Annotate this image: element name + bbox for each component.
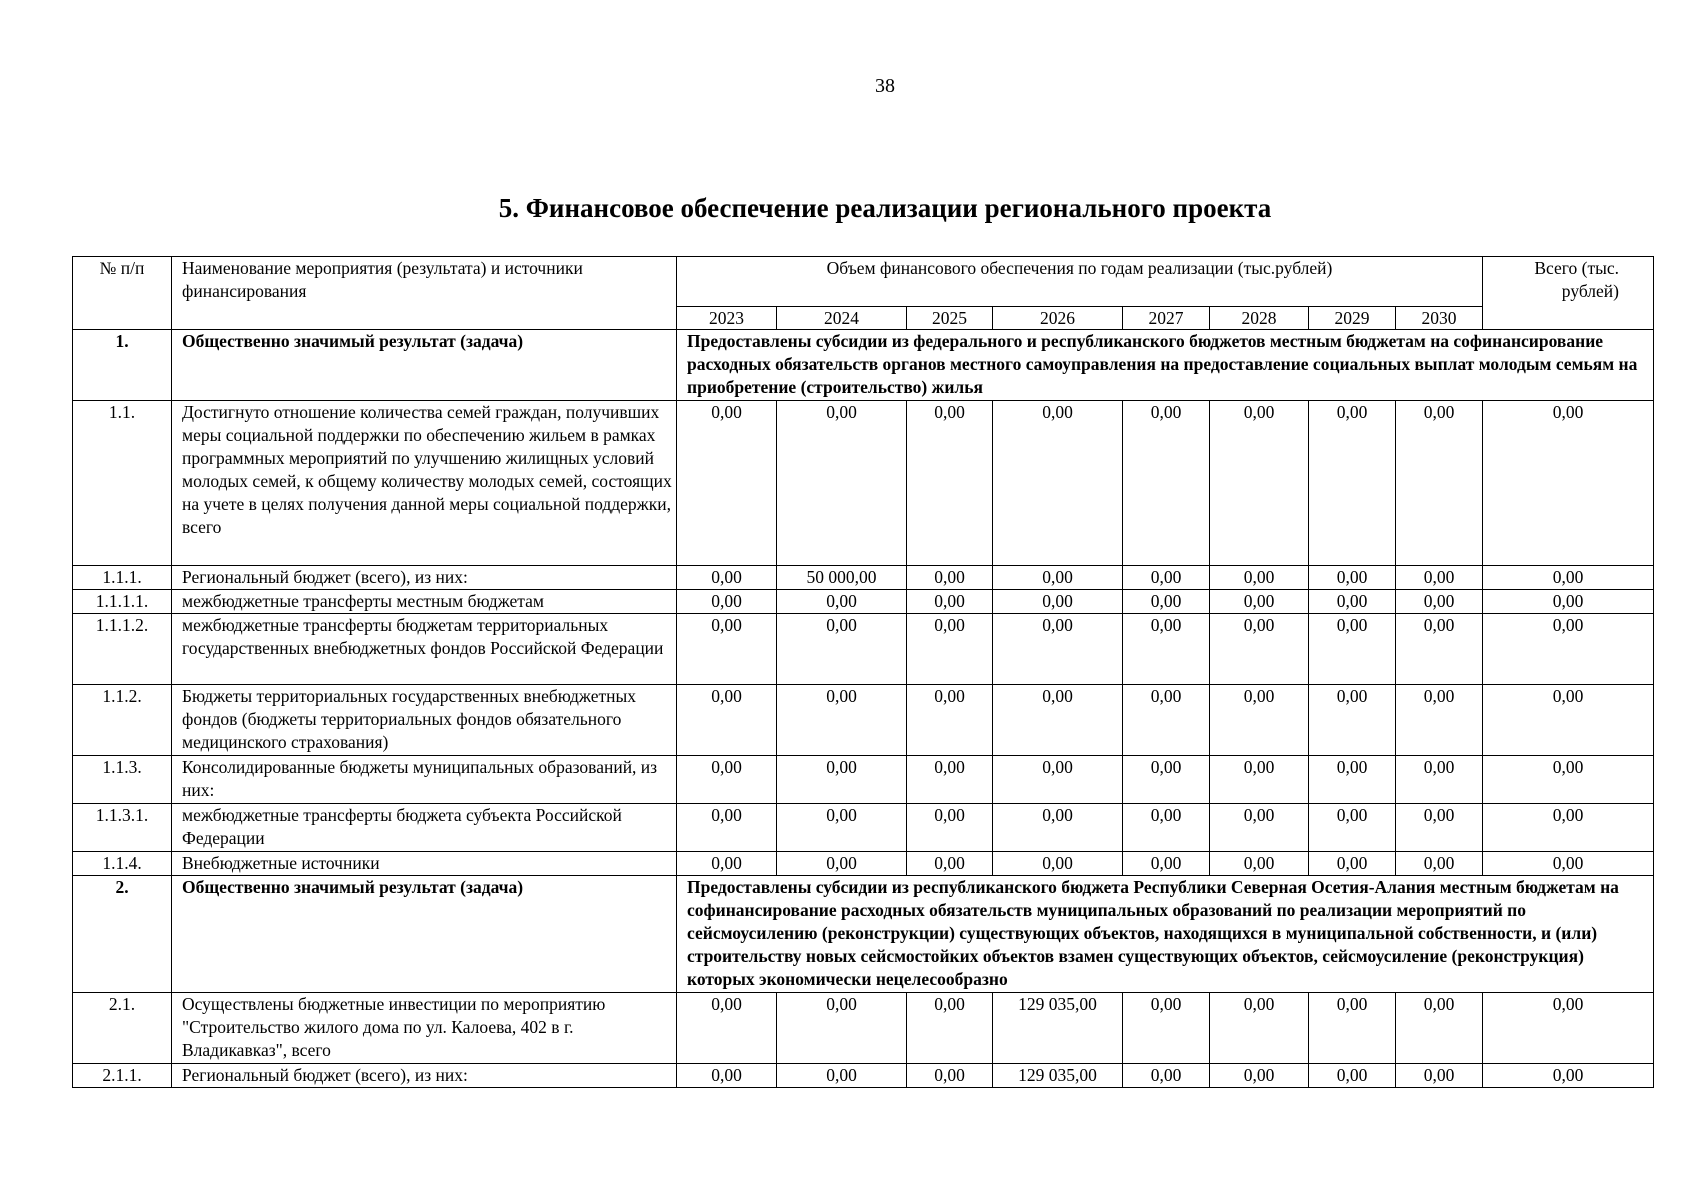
- value-cell: 0,00: [677, 685, 777, 756]
- value-cell: 0,00: [1123, 614, 1210, 685]
- table-row: [73, 852, 1654, 876]
- value-cell: 0,00: [677, 401, 777, 566]
- table-row: [73, 401, 1654, 566]
- value-cell: 0,00: [1210, 756, 1309, 804]
- value-cell: 0,00: [1396, 590, 1483, 614]
- row-name: межбюджетные трансферты бюджета субъекта Российской Федерации: [172, 804, 677, 852]
- value-cell: 0,00: [1309, 993, 1396, 1064]
- value-cell: 0,00: [907, 590, 993, 614]
- row-num: 1.1.3.1.: [73, 804, 172, 852]
- value-cell: 0,00: [1396, 993, 1483, 1064]
- value-cell: 0,00: [907, 993, 993, 1064]
- value-cell: 0,00: [993, 685, 1123, 756]
- header-volume: Объем финансового обеспечения по годам реализации (тыс.рублей): [677, 257, 1483, 307]
- value-cell: 0,00: [1123, 566, 1210, 590]
- value-cell: 0,00: [993, 401, 1123, 566]
- year-2028: 2028: [1210, 307, 1309, 330]
- value-cell: 0,00: [1309, 685, 1396, 756]
- row-num: 1.1.: [73, 401, 172, 566]
- value-cell: 0,00: [1396, 401, 1483, 566]
- value-cell: 0,00: [907, 685, 993, 756]
- value-cell: 0,00: [677, 1064, 777, 1088]
- section-goal: Предоставлены субсидии из республиканского бюджета Республики Северная Осетия-Алания местным бюджетам на софинансирование расходных обязательств муниципальных образований по реализации мероприятий по сейсмоусилению (реконструкции) существующих объектов, находящихся в муниципальной собственности, и (или) строительству новых сейсмостойких объектов взамен существующих объектов, сейсмоусиление (реконструкция) которых экономически нецелесообразно: [677, 876, 1654, 993]
- row-num: 2.1.: [73, 993, 172, 1064]
- section-label: Общественно значимый результат (задача): [172, 876, 677, 993]
- value-cell: 0,00: [1309, 401, 1396, 566]
- value-cell: 0,00: [1210, 1064, 1309, 1088]
- table-row: [73, 993, 1654, 1064]
- header-row: [73, 257, 1654, 307]
- page-number: 38: [875, 75, 895, 97]
- total-cell: 0,00: [1483, 401, 1654, 566]
- year-2026: 2026: [993, 307, 1123, 330]
- row-num: 1.1.1.1.: [73, 590, 172, 614]
- value-cell: 0,00: [1309, 566, 1396, 590]
- section-label: Общественно значимый результат (задача): [172, 330, 677, 401]
- document-title: 5. Финансовое обеспечение реализации регионального проекта: [498, 193, 1272, 223]
- row-num: 1.1.2.: [73, 685, 172, 756]
- value-cell: 0,00: [1396, 852, 1483, 876]
- value-cell: 0,00: [777, 685, 907, 756]
- value-cell: 0,00: [1309, 852, 1396, 876]
- value-cell: 0,00: [1309, 756, 1396, 804]
- value-cell: 0,00: [1123, 1064, 1210, 1088]
- value-cell: 0,00: [677, 852, 777, 876]
- year-2027: 2027: [1123, 307, 1210, 330]
- value-cell: 0,00: [677, 614, 777, 685]
- section-num: 2.: [73, 876, 172, 993]
- value-cell: 0,00: [1123, 993, 1210, 1064]
- value-cell: 0,00: [1123, 852, 1210, 876]
- value-cell: 0,00: [1210, 852, 1309, 876]
- value-cell: 129 035,00: [993, 1064, 1123, 1088]
- total-cell: 0,00: [1483, 852, 1654, 876]
- value-cell: 0,00: [1210, 993, 1309, 1064]
- row-name: Достигнуто отношение количества семей граждан, получивших меры социальной поддержки по обеспечению жильем в рамках программных мероприятий по улучшению жилищных условий молодых семей, к общему количеству молодых семей, состоящих на учете в целях получения данной меры социальной поддержки, всего: [172, 401, 677, 566]
- total-cell: 0,00: [1483, 614, 1654, 685]
- header-total: Всего (тыс. рублей): [1483, 257, 1654, 330]
- value-cell: 0,00: [777, 993, 907, 1064]
- row-num: 1.1.1.: [73, 566, 172, 590]
- year-2023: 2023: [677, 307, 777, 330]
- value-cell: 0,00: [677, 590, 777, 614]
- value-cell: 50 000,00: [777, 566, 907, 590]
- total-cell: 0,00: [1483, 685, 1654, 756]
- value-cell: 0,00: [1309, 1064, 1396, 1088]
- value-cell: 0,00: [993, 756, 1123, 804]
- table-row: [73, 756, 1654, 804]
- value-cell: 0,00: [1396, 614, 1483, 685]
- value-cell: 0,00: [677, 804, 777, 852]
- value-cell: 0,00: [777, 614, 907, 685]
- value-cell: 0,00: [1210, 804, 1309, 852]
- value-cell: 0,00: [907, 756, 993, 804]
- row-name: Внебюджетные источники: [172, 852, 677, 876]
- value-cell: 0,00: [1123, 590, 1210, 614]
- header-name: Наименование мероприятия (результата) и источники финансирования: [172, 257, 677, 330]
- value-cell: 0,00: [1396, 804, 1483, 852]
- total-cell: 0,00: [1483, 804, 1654, 852]
- row-name: Консолидированные бюджеты муниципальных образований, из них:: [172, 756, 677, 804]
- row-name: Региональный бюджет (всего), из них:: [172, 566, 677, 590]
- section-goal: Предоставлены субсидии из федерального и республиканского бюджетов местным бюджетам на софинансирование расходных обязательств органов местного самоуправления на предоставление социальных выплат молодым семьям на приобретение (строительство) жилья: [677, 330, 1654, 401]
- value-cell: 0,00: [993, 590, 1123, 614]
- row-name: межбюджетные трансферты местным бюджетам: [172, 590, 677, 614]
- row-num: 1.1.4.: [73, 852, 172, 876]
- value-cell: 0,00: [777, 401, 907, 566]
- table-row: [73, 804, 1654, 852]
- section-row: [73, 876, 1654, 993]
- value-cell: 0,00: [1396, 1064, 1483, 1088]
- value-cell: 0,00: [1210, 401, 1309, 566]
- total-cell: 0,00: [1483, 756, 1654, 804]
- value-cell: 0,00: [1396, 566, 1483, 590]
- table-row: [73, 590, 1654, 614]
- row-name: Осуществлены бюджетные инвестиции по мероприятию "Строительство жилого дома по ул. Калоева, 402 в г. Владикавказ", всего: [172, 993, 677, 1064]
- value-cell: 0,00: [1309, 804, 1396, 852]
- value-cell: 0,00: [1123, 401, 1210, 566]
- value-cell: 0,00: [1396, 756, 1483, 804]
- total-cell: 0,00: [1483, 993, 1654, 1064]
- row-num: 2.1.1.: [73, 1064, 172, 1088]
- row-name: Региональный бюджет (всего), из них:: [172, 1064, 677, 1088]
- table-row: [73, 614, 1654, 685]
- value-cell: 0,00: [1123, 756, 1210, 804]
- value-cell: 0,00: [677, 756, 777, 804]
- table-row: [73, 685, 1654, 756]
- value-cell: 0,00: [1210, 614, 1309, 685]
- value-cell: 129 035,00: [993, 993, 1123, 1064]
- value-cell: 0,00: [1309, 590, 1396, 614]
- row-num: 1.1.3.: [73, 756, 172, 804]
- value-cell: 0,00: [677, 566, 777, 590]
- year-2030: 2030: [1396, 307, 1483, 330]
- value-cell: 0,00: [993, 852, 1123, 876]
- value-cell: 0,00: [1123, 804, 1210, 852]
- value-cell: 0,00: [777, 804, 907, 852]
- year-2029: 2029: [1309, 307, 1396, 330]
- row-num: 1.1.1.2.: [73, 614, 172, 685]
- value-cell: 0,00: [993, 566, 1123, 590]
- value-cell: 0,00: [1210, 590, 1309, 614]
- financing-table: [72, 256, 1654, 1088]
- table-row: [73, 566, 1654, 590]
- value-cell: 0,00: [777, 756, 907, 804]
- row-name: межбюджетные трансферты бюджетам территориальных государственных внебюджетных фондов Российской Федерации: [172, 614, 677, 685]
- value-cell: 0,00: [1396, 685, 1483, 756]
- value-cell: 0,00: [1309, 614, 1396, 685]
- section-num: 1.: [73, 330, 172, 401]
- total-cell: 0,00: [1483, 1064, 1654, 1088]
- value-cell: 0,00: [1210, 566, 1309, 590]
- value-cell: 0,00: [1123, 685, 1210, 756]
- value-cell: 0,00: [777, 852, 907, 876]
- value-cell: 0,00: [907, 804, 993, 852]
- year-2025: 2025: [907, 307, 993, 330]
- header-num: № п/п: [73, 257, 172, 330]
- value-cell: 0,00: [777, 590, 907, 614]
- value-cell: 0,00: [907, 852, 993, 876]
- value-cell: 0,00: [907, 1064, 993, 1088]
- total-cell: 0,00: [1483, 566, 1654, 590]
- table-row: [73, 1064, 1654, 1088]
- year-2024: 2024: [777, 307, 907, 330]
- row-name: Бюджеты территориальных государственных внебюджетных фондов (бюджеты территориальных фондов обязательного медицинского страхования): [172, 685, 677, 756]
- value-cell: 0,00: [993, 614, 1123, 685]
- value-cell: 0,00: [993, 804, 1123, 852]
- value-cell: 0,00: [907, 401, 993, 566]
- value-cell: 0,00: [1210, 685, 1309, 756]
- value-cell: 0,00: [777, 1064, 907, 1088]
- section-row: [73, 330, 1654, 401]
- value-cell: 0,00: [677, 993, 777, 1064]
- total-cell: 0,00: [1483, 590, 1654, 614]
- value-cell: 0,00: [907, 614, 993, 685]
- value-cell: 0,00: [907, 566, 993, 590]
